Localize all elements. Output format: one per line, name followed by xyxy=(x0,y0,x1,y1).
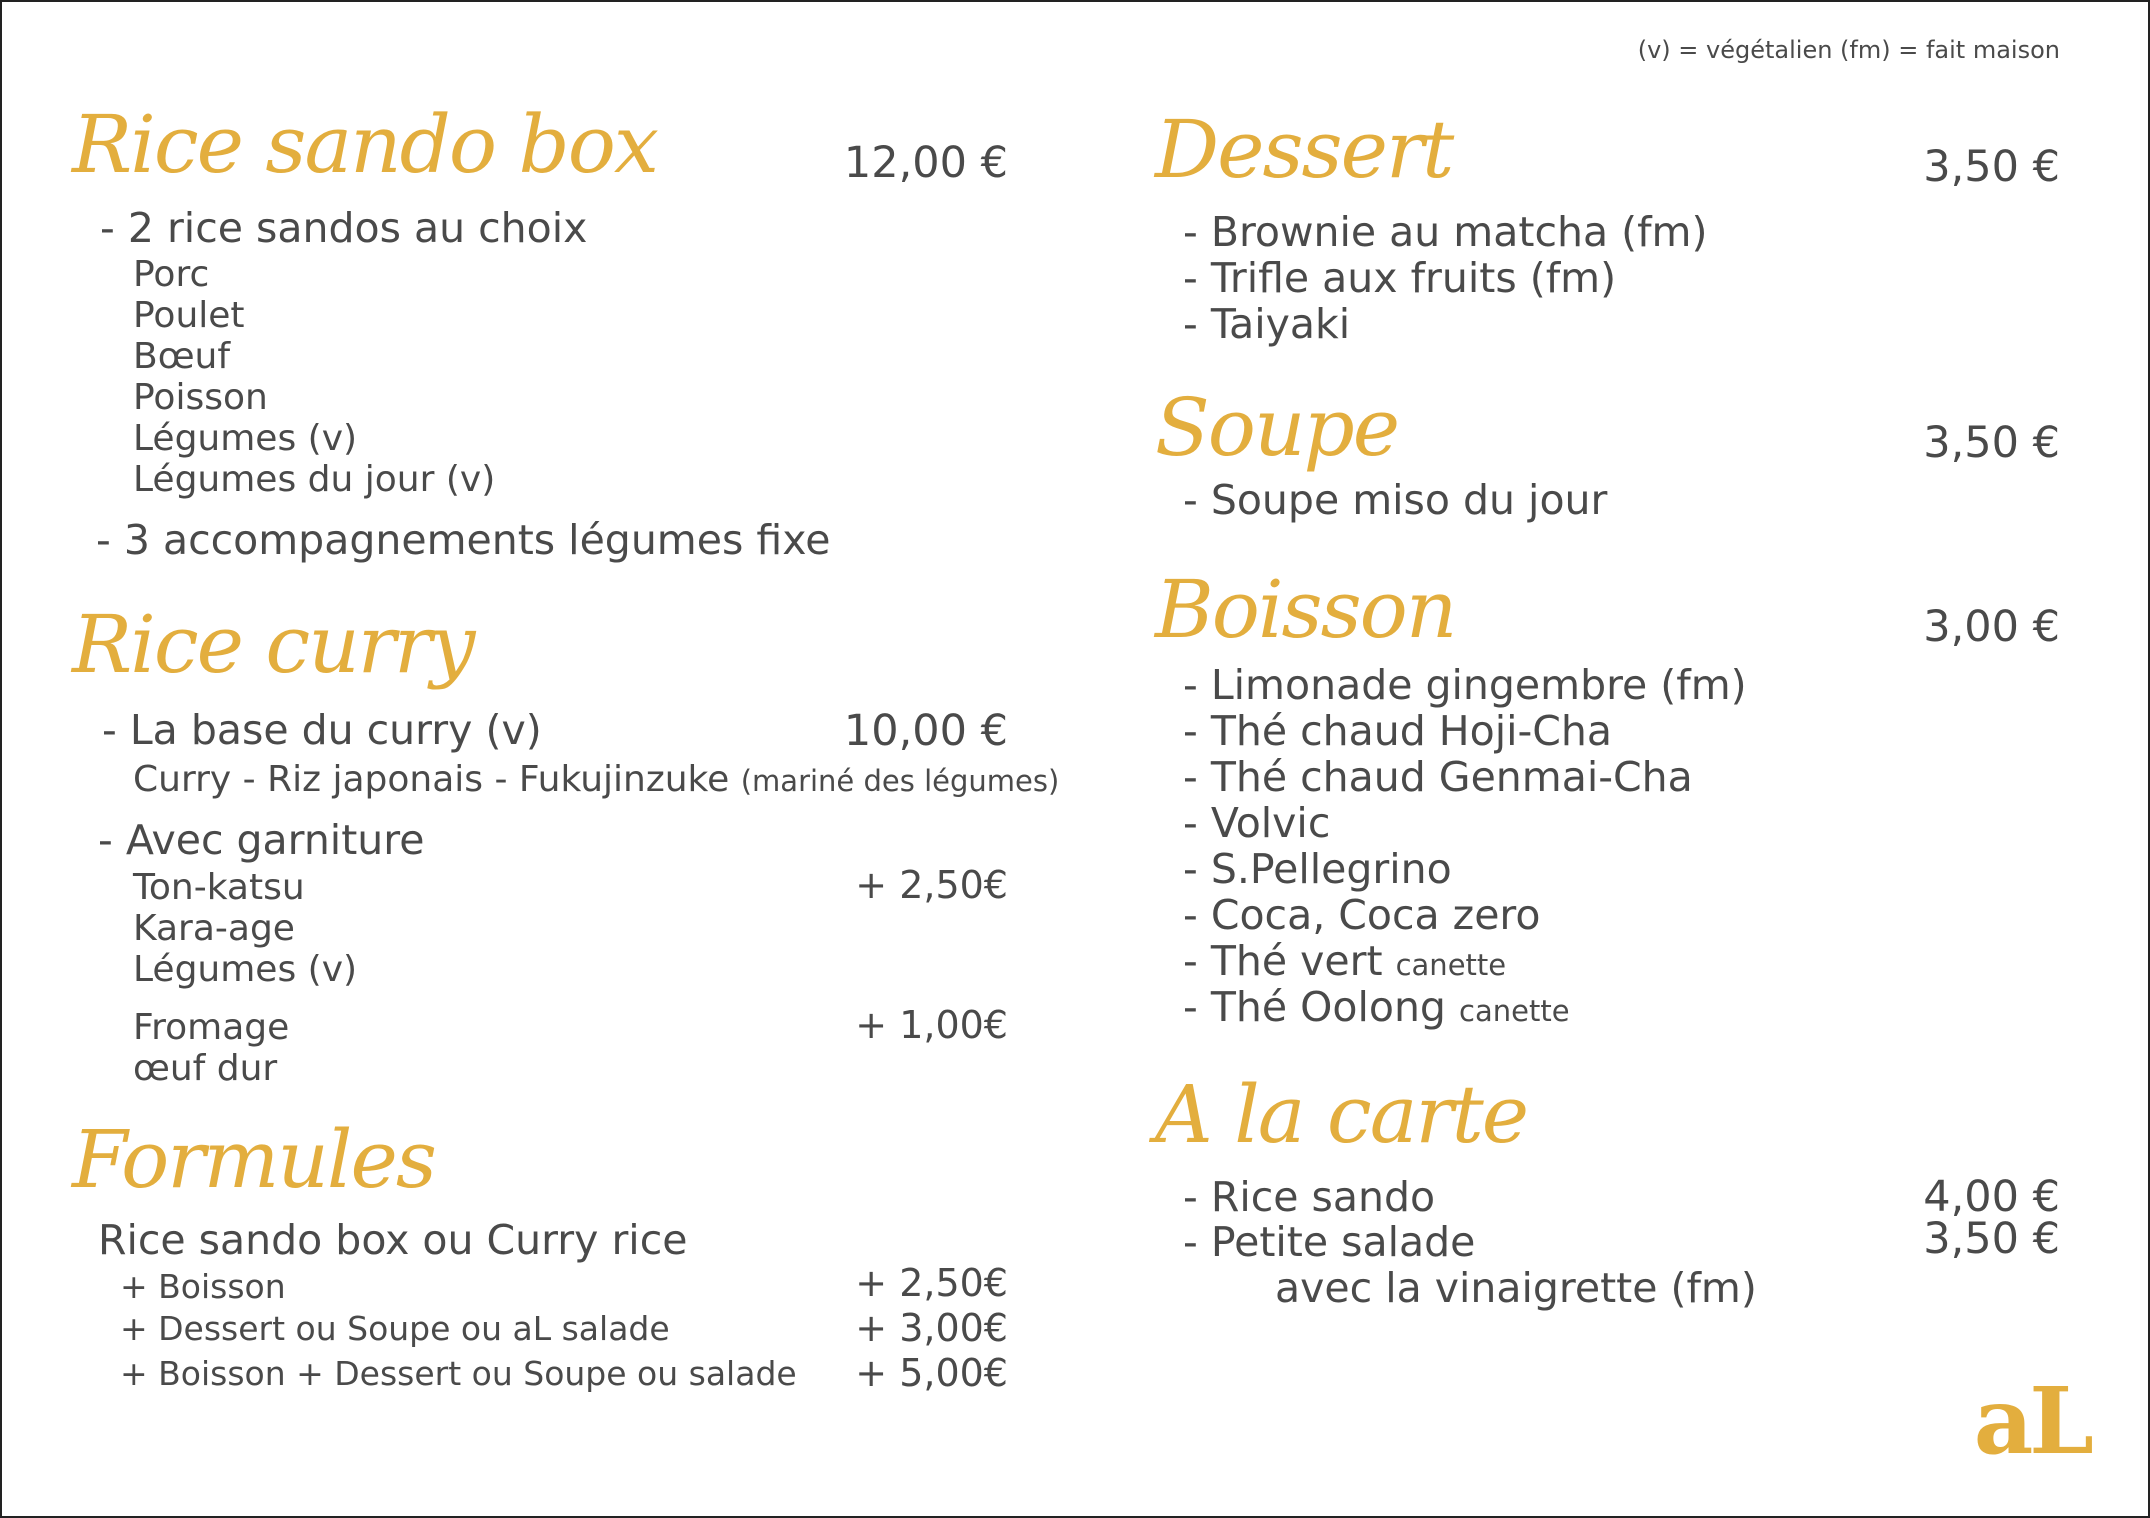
sando-option: Poisson xyxy=(133,377,268,418)
dessert-price: 3,50 € xyxy=(1923,142,2060,192)
dessert-item: - Trifle aux fruits (fm) xyxy=(1183,254,1617,302)
salad-note: avec la vinaigrette (fm) xyxy=(1275,1264,1757,1312)
boisson-item xyxy=(1183,937,1507,985)
soupe-price: 3,50 € xyxy=(1923,418,2060,468)
al-logo: aL xyxy=(1973,1367,2090,1475)
dessert-item: - Brownie au matcha (fm) xyxy=(1183,208,1708,256)
a-la-carte-price: 4,00 € xyxy=(1923,1172,2060,1222)
boisson-item: - Volvic xyxy=(1183,799,1331,847)
rice-sando-sides-line: - 3 accompagnements légumes fixe xyxy=(96,516,831,564)
garnish-option: Légumes (v) xyxy=(133,949,358,990)
sando-option: Légumes (v) xyxy=(133,418,358,459)
rice-curry-title: Rice curry xyxy=(72,598,474,691)
boisson-item: - Thé chaud Hoji-Cha xyxy=(1183,707,1613,755)
a-la-carte-item: - Petite salade xyxy=(1183,1218,1476,1266)
dessert-item: - Taiyaki xyxy=(1183,300,1351,348)
formules-title: Formules xyxy=(72,1113,435,1206)
curry-base-desc-note: (mariné des légumes) xyxy=(740,764,1060,798)
can-note: canette xyxy=(1459,994,1570,1028)
legend-note: (v) = végétalien (fm) = fait maison xyxy=(1637,36,2060,64)
soupe-title: Soupe xyxy=(1155,381,1399,474)
garnish-option: Kara-age xyxy=(133,908,295,949)
formule-item: + Boisson + Dessert ou Soupe ou salade xyxy=(120,1354,797,1393)
soupe-item: - Soupe miso du jour xyxy=(1183,476,1608,524)
can-note: canette xyxy=(1395,948,1507,982)
formule-price: + 5,00€ xyxy=(855,1351,1008,1395)
rice-sando-box-price: 12,00 € xyxy=(843,138,1008,188)
a-la-carte-title: A la carte xyxy=(1155,1068,1528,1161)
garnish-group2-price: + 1,00€ xyxy=(855,1003,1008,1047)
sando-option: Porc xyxy=(133,254,210,295)
boisson-item: - Coca, Coca zero xyxy=(1183,891,1541,939)
sando-option: Poulet xyxy=(133,295,245,336)
formule-item: + Boisson xyxy=(120,1267,286,1306)
curry-base-desc-text: Curry - Riz japonais - Fukujinzuke xyxy=(133,759,730,800)
boisson-item: - Limonade gingembre (fm) xyxy=(1183,661,1747,709)
boisson-price: 3,00 € xyxy=(1923,602,2060,652)
boisson-item-label: - Thé Oolong xyxy=(1183,983,1446,1031)
boisson-item-label: - Thé vert xyxy=(1183,937,1383,985)
curry-base-desc xyxy=(133,759,1060,800)
boisson-item: - S.Pellegrino xyxy=(1183,845,1452,893)
garnish-group1-price: + 2,50€ xyxy=(855,863,1008,907)
garnish-option: Fromage xyxy=(133,1007,290,1048)
sando-option: Légumes du jour (v) xyxy=(133,459,496,500)
garnish-option: Ton-katsu xyxy=(133,867,305,908)
boisson-item: - Thé chaud Genmai-Cha xyxy=(1183,753,1693,801)
dessert-title: Dessert xyxy=(1155,103,1453,196)
a-la-carte-price: 3,50 € xyxy=(1923,1214,2060,1264)
garnish-option: œuf dur xyxy=(133,1048,278,1089)
rice-sando-box-title: Rice sando box xyxy=(72,98,657,191)
rice-sando-choice-line: - 2 rice sandos au choix xyxy=(100,204,588,252)
curry-garnish-line: - Avec garniture xyxy=(98,816,425,864)
sando-option: Bœuf xyxy=(133,336,231,377)
curry-base-line: - La base du curry (v) xyxy=(102,706,542,754)
boisson-item xyxy=(1183,983,1570,1031)
formules-intro: Rice sando box ou Curry rice xyxy=(98,1216,688,1264)
formule-price: + 2,50€ xyxy=(855,1261,1008,1305)
boisson-title: Boisson xyxy=(1155,563,1456,656)
formule-price: + 3,00€ xyxy=(855,1306,1008,1350)
formule-item: + Dessert ou Soupe ou aL salade xyxy=(120,1309,670,1348)
a-la-carte-item: - Rice sando xyxy=(1183,1173,1436,1221)
curry-base-price: 10,00 € xyxy=(843,706,1008,756)
